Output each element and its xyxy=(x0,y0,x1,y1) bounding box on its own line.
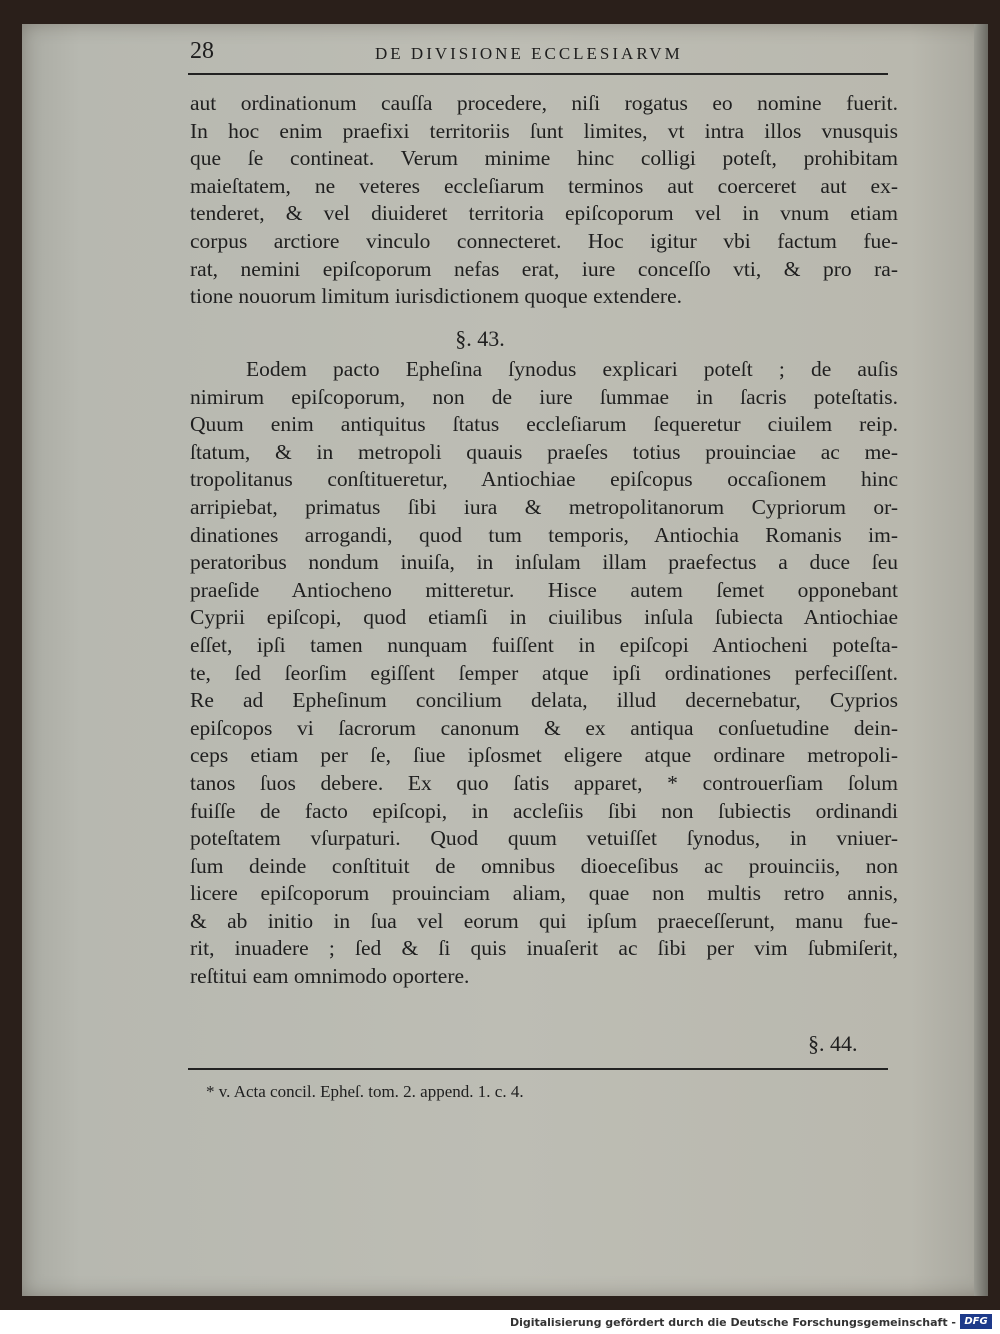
text-line: Quum enim antiquitus ſtatus eccleſiarum ſequeretur ciuilem reip. xyxy=(190,412,898,437)
text-line: peratoribus nondum inuiſa, in inſulam illam praefectus a duce ſeu xyxy=(190,550,898,575)
text-line: & ab initio in ſua vel eorum qui ipſum praeceſſerunt, manu fue- xyxy=(190,908,898,933)
text-line: te, ſed ſeorſim egiſſent ſemper atque ipſi ordinationes perfeciſſent. xyxy=(190,660,898,685)
paragraph-continued xyxy=(190,90,898,311)
page-edge xyxy=(974,24,988,1296)
text-line: fuiſſe de facto epiſcopi, in accleſiis ſibi non ſubiectis ordinandi xyxy=(190,798,898,823)
text-line: Cyprii epiſcopi, quod etiamſi in ciuilibus inſula ſubiecta Antiochiae xyxy=(190,605,898,630)
footnote: * v. Acta concil. Epheſ. tom. 2. append. 1. c. 4. xyxy=(206,1082,524,1101)
text-line: maieſtatem, ne veteres eccleſiarum terminos aut coerceret aut ex- xyxy=(190,173,898,198)
text-line: tanos ſuos debere. Ex quo ſatis apparet, * controuerſiam ſolum xyxy=(190,770,898,795)
text-line: ſum deinde conſtituit de omnibus dioeceſibus ac prouinciis, non xyxy=(190,853,898,878)
paragraph-section-43 xyxy=(190,356,898,991)
footnote-rule xyxy=(188,1068,888,1070)
page-number: 28 xyxy=(190,38,214,64)
text-line: rat, nemini epiſcoporum nefas erat, iure conceſſo vti, & pro ra- xyxy=(190,256,898,281)
text-line: dinationes arrogandi, quod tum temporis, Antiochia Romanis im- xyxy=(190,522,898,547)
text-line: ſtatum, & in metropoli quauis praeſes totius prouinciae ac me- xyxy=(190,439,898,464)
text-line: aut ordinationum cauſſa procedere, niſi rogatus eo nomine fuerit. xyxy=(190,91,898,115)
text-line: licere epiſcoporum prouinciam aliam, quae non multis retro annis, xyxy=(190,881,898,906)
text-line: Eodem pacto Epheſina ſynodus explicari poteſt ; de auſis xyxy=(246,357,898,381)
text-line: eſſet, ipſi tamen nunquam fuiſſent in epiſcopi Antiocheni poteſta- xyxy=(190,632,898,657)
text-line: poteſtatem vſurpaturi. Quod quum vetuiſſet ſynodus, in vniuer- xyxy=(190,826,898,851)
section-heading: §. 43. xyxy=(455,326,505,351)
text-line: corpus arctiore vinculo connecteret. Hoc igitur vbi factum fue- xyxy=(190,228,898,253)
text-line: tenderet, & vel diuideret territoria epiſcoporum vel in vnum etiam xyxy=(190,201,898,226)
header-rule xyxy=(188,73,888,75)
running-title: DE DIVISIONE ECCLESIARVM xyxy=(375,44,683,63)
text-line: nimirum epiſcoporum, non de iure ſummae in ſacris poteſtatis. xyxy=(190,384,898,409)
text-line: reſtitui eam omnimodo oportere. xyxy=(190,964,470,989)
text-line: tione nouorum limitum iurisdictionem quoque extendere. xyxy=(190,284,683,309)
text-line: ceps etiam per ſe, ſiue ipſosmet eligere atque ordinare metropoli- xyxy=(190,743,898,768)
text-line: epiſcopos vi ſacrorum canonum & ex antiqua conſuetudine dein- xyxy=(190,715,898,740)
text-line: rit, inuadere ; ſed & ſi quis inuaſerit ac ſibi per vim ſubmiſerit, xyxy=(190,936,898,961)
dfg-logo: DFG xyxy=(960,1314,992,1329)
text-line: que ſe contineat. Verum minime hinc colligi poteſt, prohibitam xyxy=(190,146,898,171)
text-line: In hoc enim praefixi territoriis ſunt limites, vt intra illos vnusquis xyxy=(190,118,898,143)
text-line: arripiebat, primatus ſibi iura & metropolitanorum Cypriorum or- xyxy=(190,494,898,519)
text-line: tropolitanus conſtitueretur, Antiochiae epiſcopus occaſionem hinc xyxy=(190,467,898,492)
funding-credit: Digitalisierung gefördert durch die Deutsche Forschungsgemeinschaft - xyxy=(509,1316,956,1329)
text-line: Re ad Epheſinum concilium delata, illud decernebatur, Cyprios xyxy=(190,688,898,713)
catchword: §. 44. xyxy=(808,1031,858,1056)
text-line: praeſide Antiocheno mitteretur. Hisce autem ſemet opponebant xyxy=(190,577,898,602)
